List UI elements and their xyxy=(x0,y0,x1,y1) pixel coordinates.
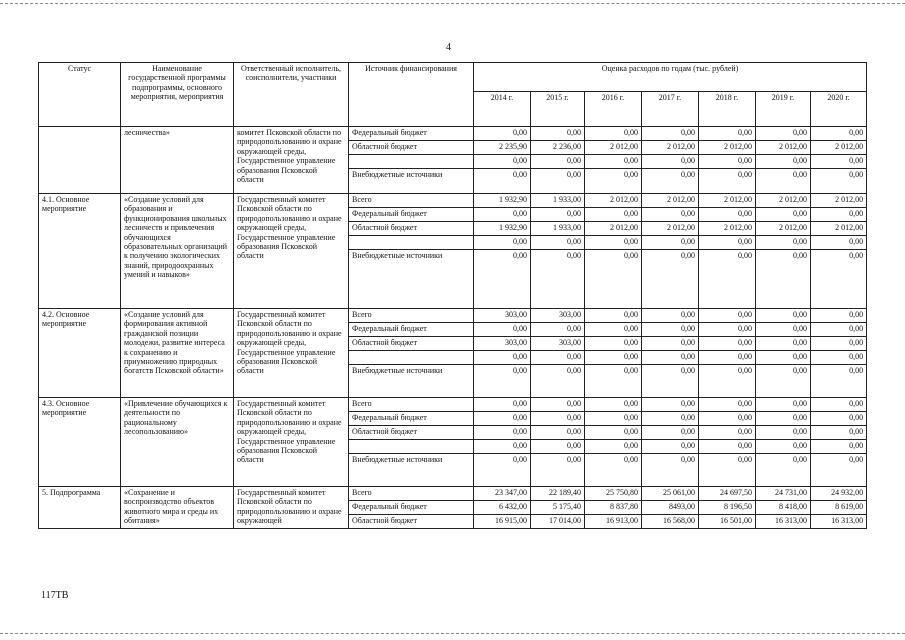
row-source: Всего xyxy=(349,398,474,412)
value-cell: 0,00 xyxy=(699,155,756,169)
row-executor: Государственный комитет Псковской области по природопользованию и охране окружающей среды, Государственное управление образования Псковской области xyxy=(234,194,349,309)
value-cell: 303,00 xyxy=(531,309,585,323)
value-cell: 16 568,00 xyxy=(642,515,699,529)
row-source: Всего xyxy=(349,487,474,501)
value-cell: 0,00 xyxy=(474,208,531,222)
row-executor: Государственный комитет Псковской области по природопользованию и охране окружающей среды, Государственное управление образования Псковской области xyxy=(234,398,349,487)
budget-table xyxy=(38,62,867,529)
value-cell: 0,00 xyxy=(585,250,642,309)
value-cell: 0,00 xyxy=(642,365,699,398)
value-cell: 2 236,00 xyxy=(531,141,585,155)
value-cell: 0,00 xyxy=(756,169,811,194)
value-cell: 0,00 xyxy=(756,323,811,337)
value-cell: 0,00 xyxy=(756,127,811,141)
row-source: Федеральный бюджет xyxy=(349,127,474,141)
table-row xyxy=(39,487,867,501)
value-cell: 0,00 xyxy=(531,127,585,141)
value-cell: 0,00 xyxy=(585,454,642,487)
value-cell: 1 933,00 xyxy=(531,194,585,208)
value-cell: 0,00 xyxy=(642,398,699,412)
row-status: 4.3. Основное мероприятие xyxy=(39,398,121,487)
value-cell: 2 012,00 xyxy=(699,194,756,208)
value-cell: 1 933,00 xyxy=(531,222,585,236)
value-cell: 0,00 xyxy=(642,208,699,222)
value-cell: 0,00 xyxy=(811,365,867,398)
row-status: 4.1. Основное мероприятие xyxy=(39,194,121,309)
value-cell: 0,00 xyxy=(474,412,531,426)
value-cell: 0,00 xyxy=(474,398,531,412)
value-cell: 0,00 xyxy=(531,351,585,365)
value-cell: 0,00 xyxy=(531,440,585,454)
row-source xyxy=(349,236,474,250)
row-source: Областной бюджет xyxy=(349,426,474,440)
value-cell: 2 012,00 xyxy=(642,141,699,155)
table-body xyxy=(39,127,867,529)
value-cell: 0,00 xyxy=(756,365,811,398)
value-cell: 0,00 xyxy=(531,208,585,222)
row-source: Областной бюджет xyxy=(349,141,474,155)
value-cell: 1 932,90 xyxy=(474,222,531,236)
row-source xyxy=(349,155,474,169)
value-cell: 0,00 xyxy=(585,440,642,454)
value-cell: 23 347,00 xyxy=(474,487,531,501)
value-cell: 0,00 xyxy=(585,155,642,169)
value-cell: 8 837,80 xyxy=(585,501,642,515)
value-cell: 0,00 xyxy=(811,236,867,250)
row-status xyxy=(39,127,121,194)
value-cell: 0,00 xyxy=(756,236,811,250)
value-cell: 2 012,00 xyxy=(811,141,867,155)
value-cell: 24 731,00 xyxy=(756,487,811,501)
value-cell: 2 012,00 xyxy=(811,194,867,208)
value-cell: 0,00 xyxy=(474,250,531,309)
value-cell: 0,00 xyxy=(699,323,756,337)
value-cell: 0,00 xyxy=(699,169,756,194)
year-header: 2014 г. xyxy=(474,92,531,127)
value-cell: 0,00 xyxy=(642,412,699,426)
value-cell: 0,00 xyxy=(811,398,867,412)
value-cell: 303,00 xyxy=(474,309,531,323)
row-source: Внебюджетные источники xyxy=(349,169,474,194)
value-cell: 0,00 xyxy=(474,323,531,337)
value-cell: 6 432,00 xyxy=(474,501,531,515)
row-status: 4.2. Основное мероприятие xyxy=(39,309,121,398)
value-cell: 0,00 xyxy=(585,127,642,141)
value-cell: 5 175,40 xyxy=(531,501,585,515)
value-cell: 0,00 xyxy=(531,412,585,426)
year-header: 2016 г. xyxy=(585,92,642,127)
header-status: Статус xyxy=(39,63,121,127)
value-cell: 8 196,50 xyxy=(699,501,756,515)
table-row xyxy=(39,127,867,141)
value-cell: 0,00 xyxy=(699,236,756,250)
value-cell: 0,00 xyxy=(474,169,531,194)
value-cell: 0,00 xyxy=(756,337,811,351)
value-cell: 0,00 xyxy=(585,412,642,426)
value-cell: 0,00 xyxy=(811,426,867,440)
value-cell: 0,00 xyxy=(642,454,699,487)
value-cell: 24 697,50 xyxy=(699,487,756,501)
row-source: Внебюджетные источники xyxy=(349,250,474,309)
table-row xyxy=(39,309,867,323)
value-cell: 0,00 xyxy=(699,412,756,426)
value-cell: 0,00 xyxy=(811,169,867,194)
value-cell: 2 012,00 xyxy=(642,194,699,208)
header-source: Источник финансирования xyxy=(349,63,474,127)
value-cell: 1 932,90 xyxy=(474,194,531,208)
value-cell: 0,00 xyxy=(642,309,699,323)
value-cell: 0,00 xyxy=(811,208,867,222)
scan-bottom-edge xyxy=(0,633,905,634)
value-cell: 22 189,40 xyxy=(531,487,585,501)
row-source: Всего xyxy=(349,194,474,208)
value-cell: 16 913,00 xyxy=(585,515,642,529)
value-cell: 16 915,00 xyxy=(474,515,531,529)
value-cell: 0,00 xyxy=(811,412,867,426)
value-cell: 0,00 xyxy=(756,351,811,365)
value-cell: 8 619,00 xyxy=(811,501,867,515)
value-cell: 2 012,00 xyxy=(585,222,642,236)
value-cell: 0,00 xyxy=(699,365,756,398)
value-cell: 16 313,00 xyxy=(756,515,811,529)
value-cell: 0,00 xyxy=(811,454,867,487)
value-cell: 0,00 xyxy=(585,309,642,323)
value-cell: 0,00 xyxy=(585,351,642,365)
value-cell: 0,00 xyxy=(699,337,756,351)
value-cell: 0,00 xyxy=(811,250,867,309)
value-cell: 0,00 xyxy=(811,127,867,141)
value-cell: 0,00 xyxy=(531,169,585,194)
value-cell: 0,00 xyxy=(642,440,699,454)
value-cell: 0,00 xyxy=(756,250,811,309)
value-cell: 0,00 xyxy=(699,351,756,365)
row-source: Областной бюджет xyxy=(349,337,474,351)
value-cell: 0,00 xyxy=(585,169,642,194)
year-header: 2019 г. xyxy=(756,92,811,127)
value-cell: 303,00 xyxy=(531,337,585,351)
value-cell: 0,00 xyxy=(756,412,811,426)
row-source: Федеральный бюджет xyxy=(349,208,474,222)
row-status: 5. Подпрограмма xyxy=(39,487,121,529)
value-cell: 0,00 xyxy=(474,426,531,440)
value-cell: 0,00 xyxy=(585,323,642,337)
value-cell: 0,00 xyxy=(642,337,699,351)
value-cell: 0,00 xyxy=(756,426,811,440)
value-cell: 0,00 xyxy=(531,426,585,440)
value-cell: 0,00 xyxy=(531,155,585,169)
value-cell: 0,00 xyxy=(811,440,867,454)
year-header: 2018 г. xyxy=(699,92,756,127)
value-cell: 0,00 xyxy=(699,127,756,141)
scan-top-edge xyxy=(0,3,905,4)
value-cell: 2 012,00 xyxy=(585,194,642,208)
value-cell: 0,00 xyxy=(756,398,811,412)
value-cell: 0,00 xyxy=(756,454,811,487)
value-cell: 0,00 xyxy=(642,426,699,440)
value-cell: 0,00 xyxy=(642,169,699,194)
value-cell: 0,00 xyxy=(585,426,642,440)
value-cell: 0,00 xyxy=(699,426,756,440)
row-executor: Государственный комитет Псковской области по природопользованию и охране окружающей xyxy=(234,487,349,529)
value-cell: 0,00 xyxy=(474,236,531,250)
row-source xyxy=(349,351,474,365)
value-cell: 0,00 xyxy=(474,351,531,365)
value-cell: 0,00 xyxy=(474,440,531,454)
value-cell: 0,00 xyxy=(531,365,585,398)
value-cell: 16 501,00 xyxy=(699,515,756,529)
value-cell: 0,00 xyxy=(585,398,642,412)
value-cell: 0,00 xyxy=(642,236,699,250)
table-row xyxy=(39,398,867,412)
value-cell: 0,00 xyxy=(531,454,585,487)
value-cell: 0,00 xyxy=(585,208,642,222)
value-cell: 0,00 xyxy=(811,351,867,365)
value-cell: 0,00 xyxy=(531,323,585,337)
row-executor: комитет Псковской области по природопользованию и охране окружающей среды, Государственное управление образования Псковской области xyxy=(234,127,349,194)
page-number: 4 xyxy=(446,42,451,53)
value-cell: 2 012,00 xyxy=(756,222,811,236)
value-cell: 8493,00 xyxy=(642,501,699,515)
value-cell: 0,00 xyxy=(642,155,699,169)
value-cell: 303,00 xyxy=(474,337,531,351)
value-cell: 0,00 xyxy=(474,127,531,141)
value-cell: 0,00 xyxy=(699,440,756,454)
value-cell: 0,00 xyxy=(811,155,867,169)
value-cell: 0,00 xyxy=(699,454,756,487)
value-cell: 0,00 xyxy=(474,155,531,169)
row-name: «Привлечение обучающихся к деятельности по рациональному лесопользованию» xyxy=(121,398,234,487)
row-source: Всего xyxy=(349,309,474,323)
row-source: Областной бюджет xyxy=(349,222,474,236)
value-cell: 0,00 xyxy=(699,250,756,309)
footer-code: 117ТВ xyxy=(41,590,69,601)
row-source: Федеральный бюджет xyxy=(349,501,474,515)
value-cell: 2 012,00 xyxy=(699,141,756,155)
row-source: Внебюджетные источники xyxy=(349,454,474,487)
value-cell: 0,00 xyxy=(756,309,811,323)
value-cell: 0,00 xyxy=(531,236,585,250)
row-source: Федеральный бюджет xyxy=(349,412,474,426)
value-cell: 25 750,80 xyxy=(585,487,642,501)
value-cell: 16 313,00 xyxy=(811,515,867,529)
row-name: «Создание условий для образования и функционирования школьных лесничеств и привлечения обучающихся образовательных организаций к получению экологических знаний, природоохранных умений и навыков» xyxy=(121,194,234,309)
value-cell: 0,00 xyxy=(699,208,756,222)
value-cell: 0,00 xyxy=(756,155,811,169)
header-estimate: Оценка расходов по годам (тыс. рублей) xyxy=(474,63,867,92)
header-executor: Ответственный исполнитель, соисполнители, участники xyxy=(234,63,349,127)
value-cell: 0,00 xyxy=(642,250,699,309)
row-source: Областной бюджет xyxy=(349,515,474,529)
value-cell: 0,00 xyxy=(642,323,699,337)
row-executor: Государственный комитет Псковской области по природопользованию и охране окружающей среды, Государственное управление образования Псковской области xyxy=(234,309,349,398)
row-name: «Создание условий для формирования активной гражданской позиции молодежи, развитие интереса к сохранению и приумножению природных богатств Псковской области» xyxy=(121,309,234,398)
value-cell: 2 012,00 xyxy=(811,222,867,236)
value-cell: 0,00 xyxy=(642,127,699,141)
year-header: 2020 г. xyxy=(811,92,867,127)
value-cell: 0,00 xyxy=(756,440,811,454)
value-cell: 0,00 xyxy=(642,351,699,365)
value-cell: 0,00 xyxy=(585,236,642,250)
value-cell: 0,00 xyxy=(699,309,756,323)
row-source xyxy=(349,440,474,454)
value-cell: 2 235,90 xyxy=(474,141,531,155)
value-cell: 0,00 xyxy=(585,365,642,398)
value-cell: 0,00 xyxy=(474,365,531,398)
value-cell: 0,00 xyxy=(811,323,867,337)
value-cell: 0,00 xyxy=(699,398,756,412)
value-cell: 24 932,00 xyxy=(811,487,867,501)
value-cell: 2 012,00 xyxy=(642,222,699,236)
value-cell: 8 418,00 xyxy=(756,501,811,515)
year-header: 2015 г. xyxy=(531,92,585,127)
year-header: 2017 г. xyxy=(642,92,699,127)
value-cell: 17 014,00 xyxy=(531,515,585,529)
value-cell: 2 012,00 xyxy=(756,141,811,155)
value-cell: 0,00 xyxy=(811,309,867,323)
value-cell: 2 012,00 xyxy=(585,141,642,155)
value-cell: 0,00 xyxy=(474,454,531,487)
value-cell: 0,00 xyxy=(531,398,585,412)
value-cell: 0,00 xyxy=(756,208,811,222)
table-row xyxy=(39,194,867,208)
value-cell: 0,00 xyxy=(531,250,585,309)
row-source: Внебюджетные источники xyxy=(349,365,474,398)
value-cell: 0,00 xyxy=(585,337,642,351)
row-name: лесничества» xyxy=(121,127,234,194)
header-name: Наименование государственной программы подпрограммы, основного мероприятия, мероприятия xyxy=(121,63,234,127)
value-cell: 25 061,00 xyxy=(642,487,699,501)
value-cell: 2 012,00 xyxy=(756,194,811,208)
value-cell: 2 012,00 xyxy=(699,222,756,236)
row-source: Федеральный бюджет xyxy=(349,323,474,337)
value-cell: 0,00 xyxy=(811,337,867,351)
row-name: «Сохранение и воспроизводство объектов животного мира и среды их обитания» xyxy=(121,487,234,529)
